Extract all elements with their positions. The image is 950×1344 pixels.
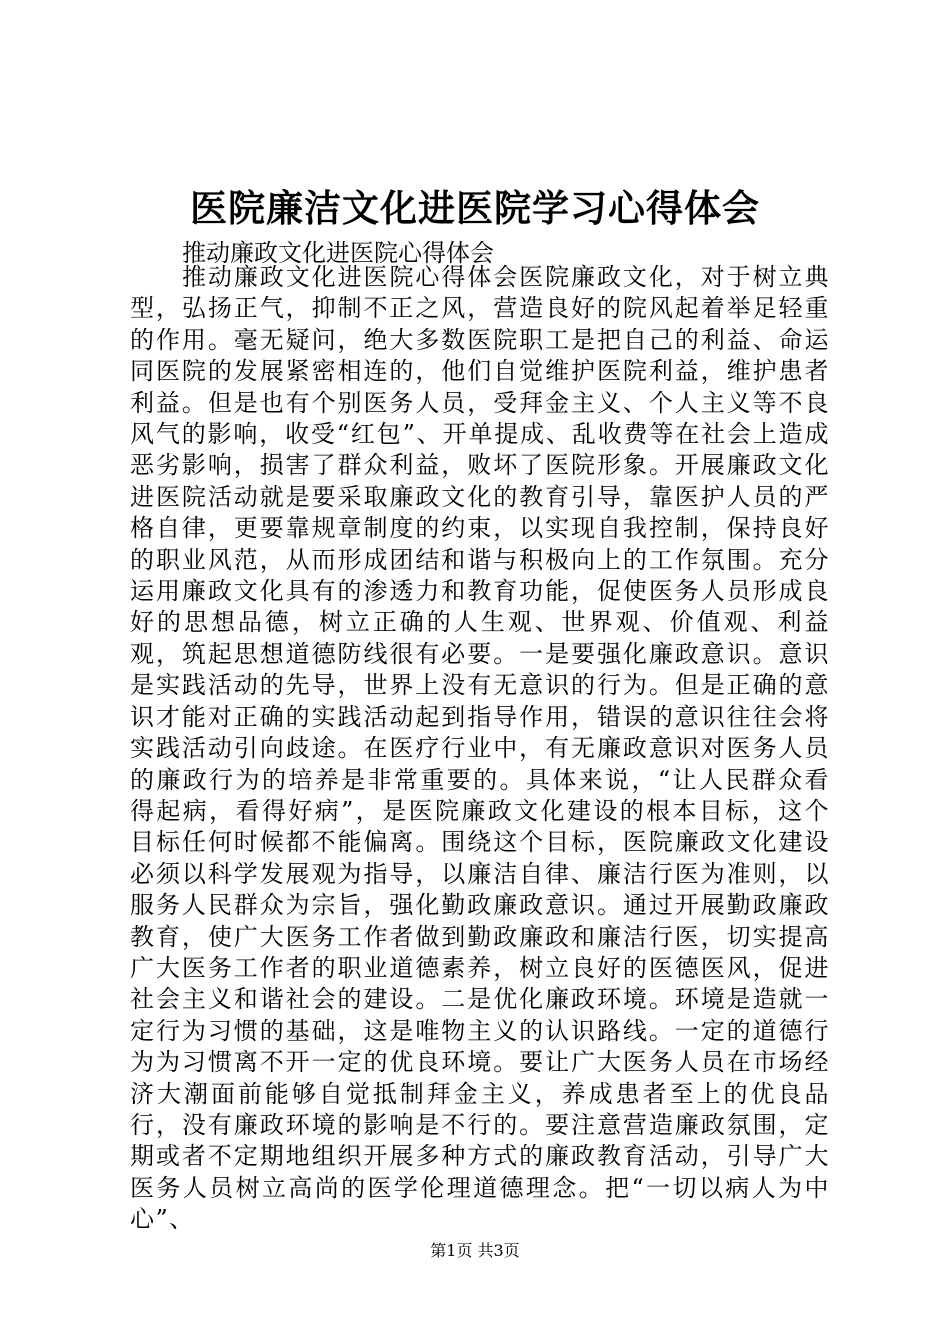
document-subtitle: 推动廉政文化进医院心得体会 [182,239,494,267]
page-footer: 第1页 共3页 [430,1241,520,1260]
body-paragraph: 推动廉政文化进医院心得体会医院廉政文化，对于树立典型，弘扬正气，抑制不正之风，营造良好的院风起着举足轻重的作用。毫无疑问，绝大多数医院职工是把自己的利益、命运同医院的发展紧密相连的，他们自觉维护医院利益，维护患者利益。但是也有个别医务人员，受拜金主义、个人主义等不良风气的影响，收受“红包”、开单提成、乱收费等在社会上造成恶劣影响，损害了群众利益，败坏了医院形象。开展廉政文化进医院活动就是要采取廉政文化的教育引导，靠医护人员的严格自律，更要靠规章制度的约束，以实现自我控制，保持良好的职业风范，从而形成团结和谐与积极向上的工作氛围。充分运用廉政文化具有的渗透力和教育功能，促使医务人员形成良好的思想品德，树立正确的人生观、世界观、价值观、利益观，筑起思想道德防线很有必要。一是要强化廉政意识。意识是实践活动的先导，世界上没有无意识的行为。但是正确的意识才能对正确的实践活动起到指导作用，错误的意识往往会将实践活动引向歧途。在医疗行业中，有无廉政意识对医务人员的廉政行为的培养是非常重要的。具体来说，“让人民群众看得起病，看得好病”，是医院廉政文化建设的根本目标，这个目标任何时候都不能偏离。围绕这个目标，医院廉政文化建设必须以科学发展观为指导，以廉洁自律、廉洁行医为准则，以服务人民群众为宗旨，强化勤政廉政意识。通过开展勤政廉政教育，使广大医务工作者做到勤政廉政和廉洁行医，切实提高广大医务工作者的职业道德素养，树立良好的医德医风，促进社会主义和谐社会的建设。二是优化廉政环境。环境是造就一定行为习惯的基础，这是唯物主义的认识路线。一定的道德行为为习惯离不开一定的优良环境。要让广大医务人员在市场经济大潮面前能够自觉抵制拜金主义，养成患者至上的优良品行，没有廉政环境的影响是不行的。要注意营造廉政氛围，定期或者不定期地组织开展多种方式的廉政教育活动，引导广大医务人员树立高尚的医学伦理道德理念。把“一切以病人为中心”、 [130,263,830,1234]
document-title: 医院廉洁文化进医院学习心得体会 [190,186,760,230]
